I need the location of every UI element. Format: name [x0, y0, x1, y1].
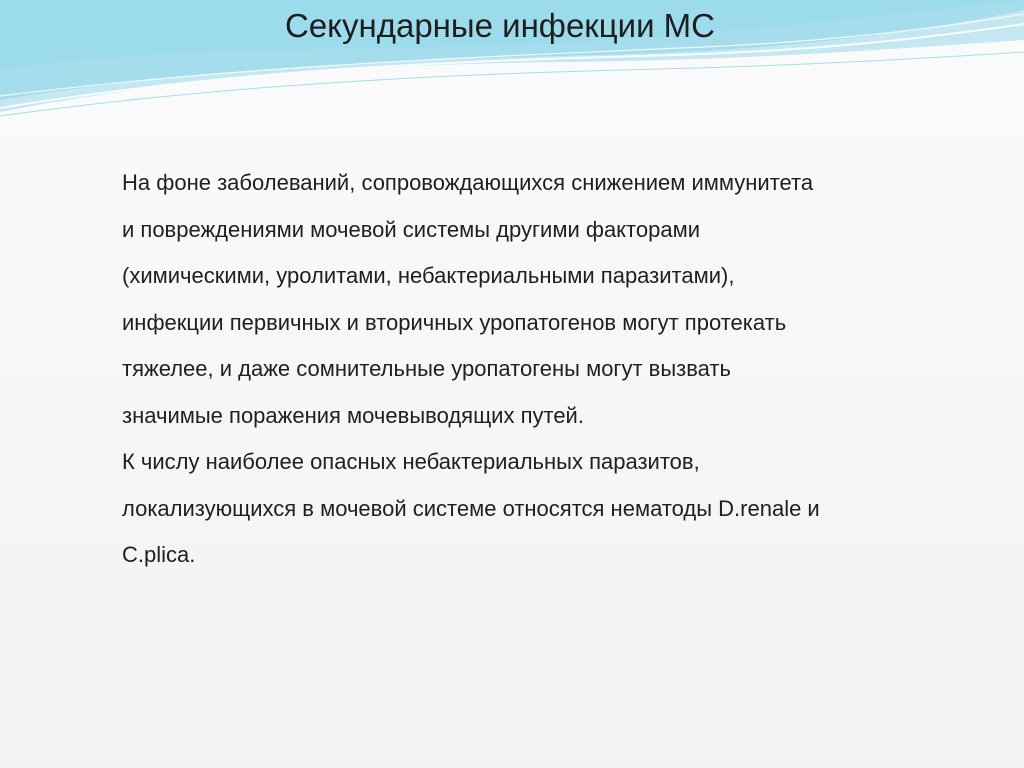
- text-line: (химическими, уролитами, небактериальными паразитами),: [122, 263, 735, 288]
- text-line: и повреждениями мочевой системы другими факторами: [122, 216, 701, 242]
- slide-title: Секундарные инфекции МС: [285, 7, 715, 44]
- paragraph-2: [122, 439, 942, 579]
- text-line: тяжелее, и даже сомнительные уропатогены могут вызвать: [122, 356, 731, 381]
- text-line: На фоне заболеваний, сопровождающихся снижением иммунитета: [122, 170, 814, 195]
- text-line: C.plica.: [122, 542, 196, 567]
- text-line: значимые поражения мочевыводящих путей.: [122, 402, 584, 428]
- text-line: К числу наиболее опасных небактериальных паразитов,: [122, 449, 700, 474]
- text-line: инфекции первичных и вторичных уропатогенов могут протекать: [122, 309, 787, 335]
- slide-body: [122, 160, 942, 579]
- text-line: локализующихся в мочевой системе относятся нематоды D.renale и: [122, 495, 820, 521]
- paragraph-1: [122, 160, 942, 439]
